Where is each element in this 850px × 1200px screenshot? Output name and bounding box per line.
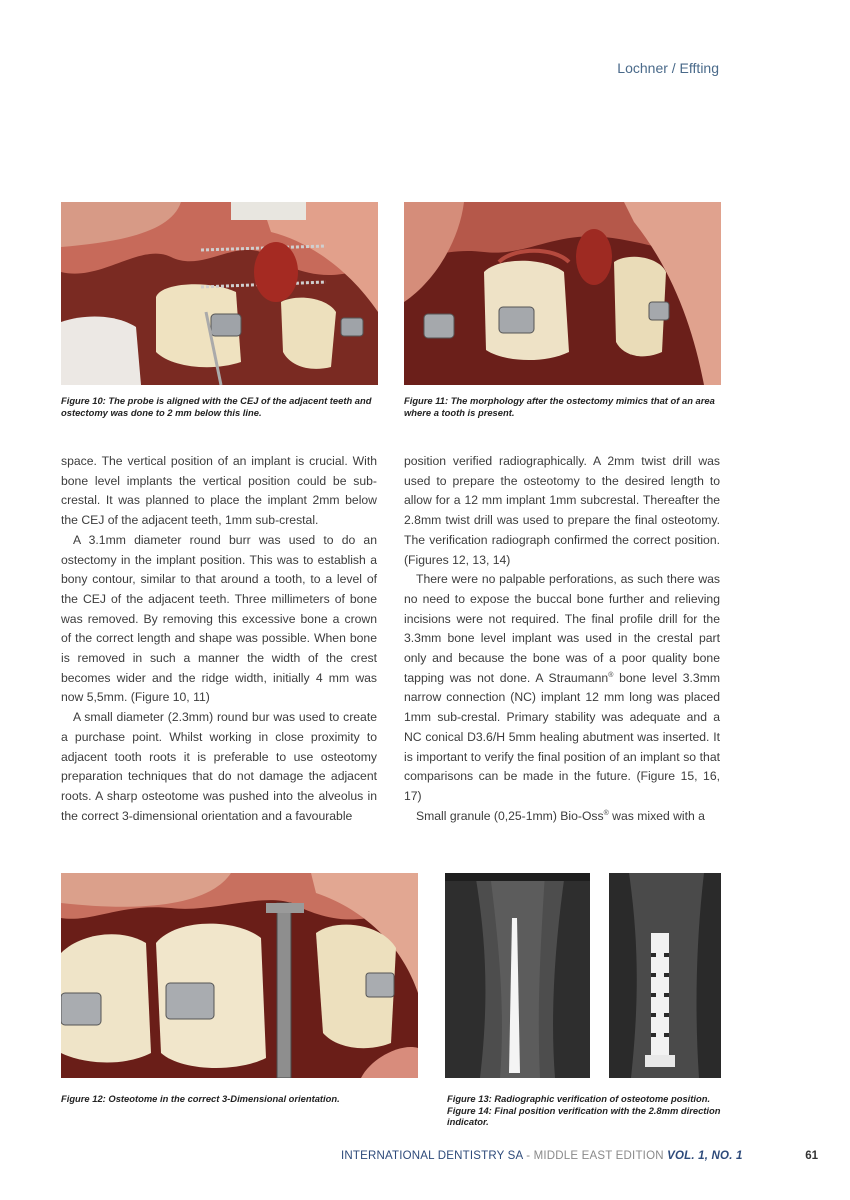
figure-13-14-caption (447, 1093, 723, 1128)
figure-12-photo (61, 873, 418, 1078)
paragraph-text: was mixed with a (612, 808, 705, 823)
figure-12-caption: Figure 12: Osteotome in the correct 3-Dimensional orientation. (61, 1093, 340, 1104)
paragraph (404, 570, 720, 806)
journal-name: INTERNATIONAL DENTISTRY SA (341, 1150, 523, 1162)
registered-mark: ® (608, 671, 614, 679)
paragraph (404, 807, 720, 827)
paragraph: space. The vertical position of an implant is crucial. With bone level implants the vertical position could be sub-crestal. It was planned to place the implant 2mm below the CEJ of the adjacent teeth, 1mm sub-crestal. (61, 454, 377, 528)
figure-11-caption: Figure 11: The morphology after the ostectomy mimics that of an area where a tooth is present. (404, 395, 715, 418)
page-number: 61 (805, 1150, 818, 1162)
paragraph-text: There were no palpable perforations, as such there was no need to expose the buccal bone further and relieving incisions were not required. The final profile drill for the 3.3mm bone level implant was used in the crestal part only and because the bone was of a poor quality bone tapping was not done. A Straumann (404, 572, 720, 685)
journal-volume: VOL. 1, NO. 1 (667, 1150, 743, 1162)
figure-11-photo (404, 202, 721, 385)
paragraph-text: Small granule (0,25-1mm) Bio-Oss (416, 808, 604, 823)
paragraph: A small diameter (2.3mm) round bur was used to create a purchase point. Whilst working in close proximity to adjacent tooth roots it is preferable to use osteotomy preparation techniques that do not damage the adjacent roots. A sharp osteotome was pushed into the alveolus in the correct 3-dimensional orientation and a favourable (61, 710, 377, 823)
figure-10-caption: Figure 10: The probe is aligned with the CEJ of the adjacent teeth and ostectomy was done to 2 mm below this line. (61, 395, 372, 418)
journal-edition: - MIDDLE EAST EDITION (522, 1150, 668, 1162)
figure-14-radiograph (609, 873, 721, 1078)
paragraph: position verified radiographically. A 2mm twist drill was used to prepare the osteotomy to the desired length to allow for a 12 mm implant 1mm subcrestal. Thereafter the 2.8mm twist drill was used to prepare the final osteotomy. The verification radiograph confirmed the correct position. (Figures 12, 13, 14) (404, 454, 720, 567)
paragraph: A 3.1mm diameter round burr was used to do an ostectomy in the implant position. This was to establish a bony contour, similar to that around a tooth, to a level of the CEJ of the adjacent teeth. Three millimeters of bone was removed. By removing this excessive bone a crown of the correct length and shape was possible. When bone is removed in such a manner the width of the crest becomes wider and the ridge width, initially 4 mm was now 5,5mm. (Figure 10, 11) (61, 532, 377, 705)
running-header-authors: Lochner / Effting (617, 60, 719, 76)
paragraph-text: bone level 3.3mm narrow connection (NC) implant 12 mm long was placed 1mm sub-crestal. Primary stability was adequate and a NC conical D3.6/H 5mm healing abutment was inserted. It is important to verify the final position of an implant so that comparisons can be made in the future. (Figure 15, 16, 17) (404, 670, 721, 803)
figure-14-caption: Figure 14: Final position verification with the 2.8mm direction indicator. (447, 1104, 721, 1128)
figure-13-radiograph (445, 873, 590, 1078)
registered-mark: ® (603, 809, 609, 817)
body-column-left (61, 452, 377, 826)
figure-10-photo (61, 202, 378, 385)
body-column-right (404, 452, 720, 826)
journal-footer (341, 1150, 743, 1162)
figure-13-caption: Figure 13: Radiographic verification of osteotome position. (447, 1093, 711, 1104)
